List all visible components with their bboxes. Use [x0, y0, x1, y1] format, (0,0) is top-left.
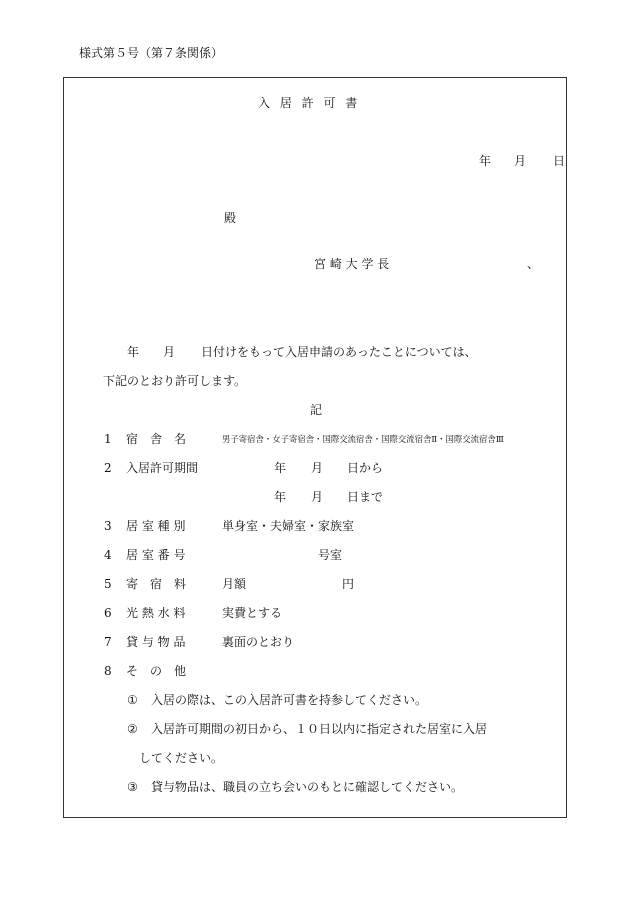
- item-4-label: 居 室 番 号: [126, 548, 186, 562]
- item-6-label: 光 熱 水 料: [126, 606, 186, 620]
- item-3-value: 単身室・夫婦室・家族室: [222, 519, 355, 533]
- item-7-value: 裏面のとおり: [222, 635, 295, 649]
- item-1-number: 1: [104, 432, 112, 446]
- item-2-number: 2: [104, 461, 112, 475]
- note-1-text: 入居の際は、この入居許可書を持参してください。: [151, 693, 428, 707]
- ki-heading: 記: [310, 403, 323, 417]
- item-2-from-month: 月: [311, 461, 324, 475]
- issuer-name: 宮 崎 大 学 長: [314, 257, 390, 271]
- item-6-value: 実費とする: [222, 606, 283, 620]
- date-year: 年: [479, 154, 492, 168]
- item-4-value: 号室: [318, 548, 343, 562]
- item-2-from-year: 年: [274, 461, 287, 475]
- addressee-suffix: 殿: [224, 211, 237, 225]
- item-2-to-day: 日まで: [347, 490, 384, 504]
- item-7-label: 貸 与 物 品: [126, 635, 186, 649]
- item-8-number: 8: [104, 664, 112, 678]
- item-5-number: 5: [104, 577, 112, 591]
- item-1-label: 宿 舎 名: [126, 432, 187, 446]
- note-3-text: 貸与物品は、職員の立ち会いのもとに確認してください。: [151, 780, 464, 794]
- body-line1-rest: 日付けをもって入居申請のあったことについては、: [201, 345, 477, 359]
- item-2-to-month: 月: [311, 490, 324, 504]
- note-1-marker: ①: [127, 693, 138, 707]
- item-2-label: 入居許可期間: [126, 461, 199, 475]
- body-line2: 下記のとおり許可します。: [103, 374, 247, 388]
- item-4-number: 4: [104, 548, 112, 562]
- item-6-number: 6: [104, 606, 112, 620]
- item-7-number: 7: [104, 635, 112, 649]
- item-3-label: 居 室 種 別: [126, 519, 186, 533]
- issuer-comma: 、: [527, 257, 540, 271]
- body-year: 年: [127, 345, 140, 359]
- note-2-text: 入居許可期間の初日から、１０日以内に指定された居室に入居: [151, 722, 488, 736]
- item-5-label: 寄 宿 料: [126, 577, 187, 591]
- item-8-label: そ の 他: [126, 664, 187, 678]
- document-title: 入 居 許 可 書: [258, 96, 361, 110]
- note-3-marker: ③: [127, 780, 138, 794]
- item-5-value-prefix: 月額: [222, 577, 247, 591]
- item-3-number: 3: [104, 519, 112, 533]
- item-1-value: 男子寄宿舎・女子寄宿舎・国際交流宿舎・国際交流宿舎Ⅱ・国際交流宿舎Ⅲ: [222, 434, 504, 444]
- item-2-from-day: 日から: [347, 461, 384, 475]
- note-2-marker: ②: [127, 722, 138, 736]
- item-5-value-unit: 円: [342, 577, 355, 591]
- item-2-to-year: 年: [274, 490, 287, 504]
- form-number: 様式第５号（第７条関係）: [79, 46, 224, 60]
- body-month: 月: [163, 345, 176, 359]
- date-month: 月: [514, 154, 527, 168]
- note-2-text-continued: してください。: [139, 751, 224, 765]
- date-day: 日: [553, 154, 566, 168]
